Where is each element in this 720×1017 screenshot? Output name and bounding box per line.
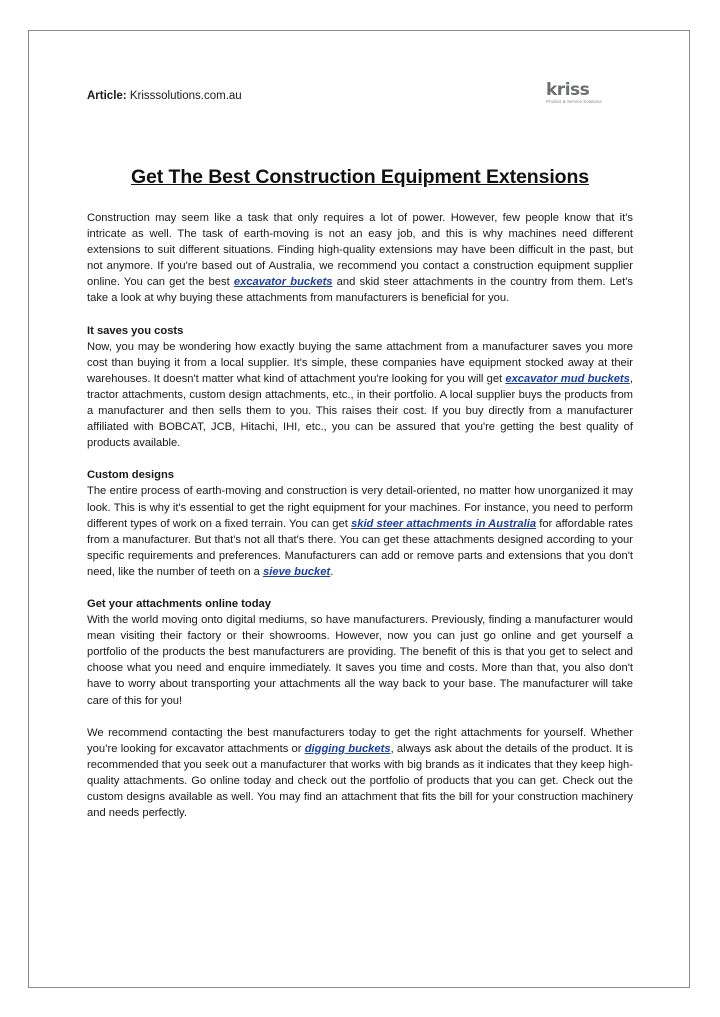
article-body xyxy=(87,210,633,821)
logo-word: kriss xyxy=(546,80,590,100)
link-skid-steer-attachments[interactable]: skid steer attachments in Australia xyxy=(351,517,537,530)
intro-text-2: and skid steer attachments in the country from them. Let's take a look at why buying these attachments from manufacturers is beneficial for you. xyxy=(87,276,633,305)
costs-text-2: , tractor attachments, custom design attachments, etc., in their portfolio. A local supplier buys the products from a manufacturer and then sells them to you. This raises their cost. If you buy directly from a manufacturer affiliated with BOBCAT, JCB, Hitachi, IHI, etc., you can be assured that you're getting the best quality of products available. xyxy=(87,372,633,450)
section-paragraph-costs xyxy=(87,339,633,452)
page-title: Get The Best Construction Equipment Extensions xyxy=(130,166,590,188)
custom-text-3: . xyxy=(330,565,334,578)
section-paragraph-online: With the world moving onto digital mediums, so have manufacturers. Previously, finding a manufacturer would mean visiting their factory or their showrooms. However, now you can just go online and get yourself a portfolio of the products the best manufacturers are providing. The benefit of this is that you get to select and choose what you need and enquire immediately. It saves you time and costs. More than that, you also don't have to worry about transporting your attachments all the way back to your base. The manufacturer will take care of this for you! xyxy=(87,614,633,707)
custom-text-2: for affordable rates from a manufacturer. But that's not all that's there. You can get these attachments designed according to your specific requirements and preferences. Manufacturers can add or remove parts and extensions that you don't need, like the number of teeth on a xyxy=(87,517,634,578)
section-heading-costs: It saves you costs xyxy=(87,324,184,337)
link-digging-buckets[interactable]: digging buckets xyxy=(304,742,391,755)
intro-text-1: Construction may seem like a task that only requires a lot of power. However, few people know that it's intricate as well. The task of earth-moving is not an easy job, and this is why machines need different extensions to suit different situations. Finding high-quality extensions may have been difficult in the past, but not anymore. If you're based out of Australia, we recommend you contact a construction equipment supplier online. You can get the best xyxy=(87,212,633,289)
kriss-logo xyxy=(546,82,606,106)
section-heading-online: Get your attachments online today xyxy=(87,597,272,610)
custom-text-1: The entire process of earth-moving and construction is very detail-oriented, no matter how unorganized it may look. This is why it's essential to get the right equipment for your machines. For instance, you need to perform different types of work on a fixed terrain. You can get xyxy=(87,485,633,530)
article-source-line xyxy=(87,90,242,102)
link-excavator-buckets[interactable]: excavator buckets xyxy=(233,276,333,289)
logo-tagline: Product & Service Solutions xyxy=(546,99,602,104)
article-label: Article: xyxy=(87,90,127,102)
link-excavator-mud-buckets[interactable]: excavator mud buckets xyxy=(505,372,630,385)
section-heading-custom-designs: Custom designs xyxy=(87,469,175,482)
intro-paragraph xyxy=(87,210,633,307)
article-source: Krisssolutions.com.au xyxy=(129,90,242,102)
section-paragraph-custom-designs xyxy=(87,483,633,580)
costs-text-1: Now, you may be wondering how exactly buying the same attachment from a manufacturer saves you more cost than buying it from a local supplier. It's simple, these companies have equipment stocked away at their warehouses. It doesn't matter what kind of attachment you're looking for you will get xyxy=(87,340,633,385)
closing-paragraph xyxy=(87,725,633,822)
link-sieve-bucket[interactable]: sieve bucket xyxy=(263,565,331,578)
closing-text-1: We recommend contacting the best manufacturers today to get the right attachments for yourself. Whether you’re looking for excavator attachments or xyxy=(87,726,633,755)
closing-text-2: , always ask about the details of the product. It is recommended that you seek out a manufacturer that works with big brands as it indicates that they keep high-quality attachments. Go online today and check out the portfolio of products that you can get. Check out the custom designs available as well. You may find an attachment that fits the bill for your construction machinery and needs perfectly. xyxy=(87,742,633,820)
